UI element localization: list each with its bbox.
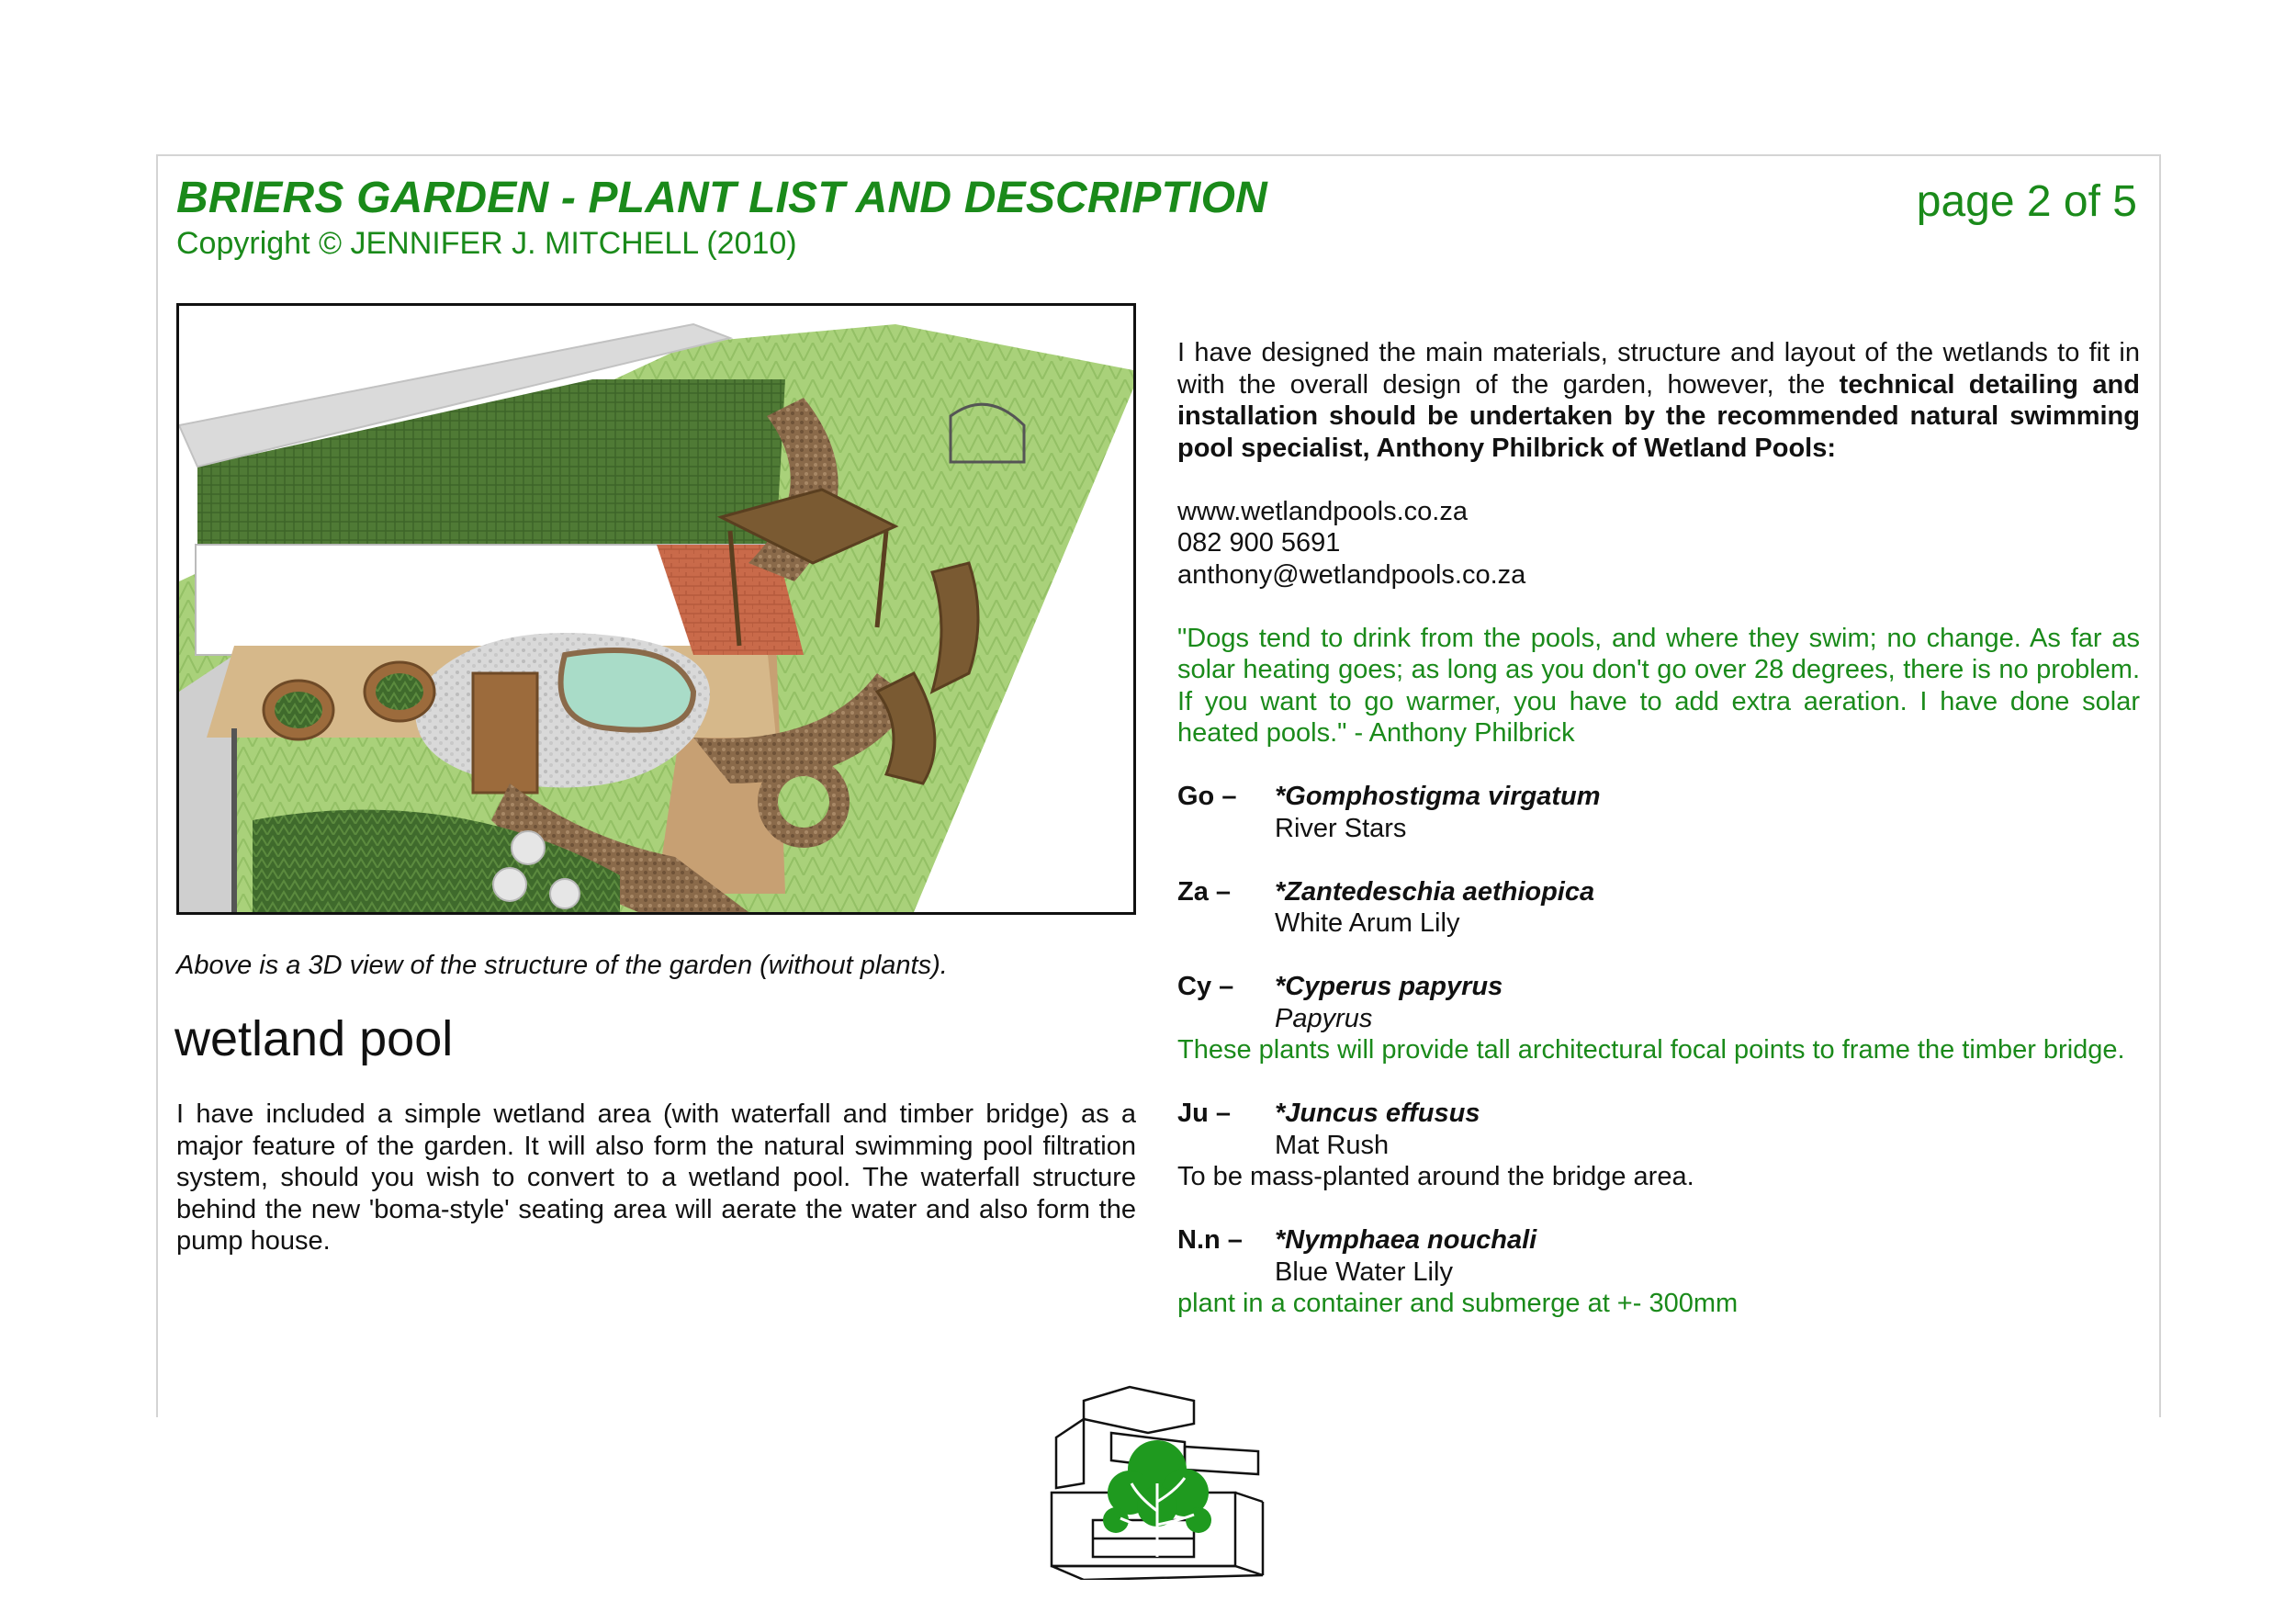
plant-entry-cy bbox=[1177, 971, 2140, 1066]
plant-code: Ju – bbox=[1177, 1099, 1232, 1128]
plant-note: These plants will provide tall architectural focal points to frame the timber bridge. bbox=[1177, 1035, 2125, 1065]
plant-common-name: Blue Water Lily bbox=[1275, 1257, 1453, 1287]
plant-code: Cy – bbox=[1177, 972, 1234, 1001]
plant-common-name: Mat Rush bbox=[1275, 1130, 1390, 1160]
figure-caption: Above is a 3D view of the structure of the garden (without plants). bbox=[176, 951, 948, 980]
plant-common-name: Papyrus bbox=[1275, 1003, 1373, 1033]
plant-entry-ju bbox=[1177, 1098, 2140, 1193]
wetland-description: I have included a simple wetland area (with waterfall and timber bridge) as a major feature of the garden. It will also form the natural swimming pool filtration system, should you wish to convert to a wetland pool. The waterfall structure behind the new 'boma-style' seating area will aerate the water and also form the pump house. bbox=[176, 1099, 1136, 1256]
plant-entry-go bbox=[1177, 781, 2140, 844]
document-title: BRIERS GARDEN - PLANT LIST AND DESCRIPTION bbox=[176, 174, 1267, 222]
plant-entry-za bbox=[1177, 876, 2140, 940]
plant-latin-name: *Nymphaea nouchali bbox=[1275, 1225, 1537, 1255]
plant-code: Go – bbox=[1177, 782, 1237, 811]
plant-latin-name: *Cyperus papyrus bbox=[1275, 972, 1503, 1001]
intro-emphasis: technical detailing and installation should be undertaken by the recommended natural swimming pool specialist, Anthony Philbrick of Wetland Pools: bbox=[1177, 369, 2140, 463]
page-number: page 2 of 5 bbox=[1916, 177, 2137, 226]
plant-common-name: River Stars bbox=[1275, 813, 1407, 843]
intro-text: I have designed the main materials, structure and layout of the wetlands to fit in with the overall design of the garden, however, the bbox=[1177, 338, 2140, 400]
plant-latin-name: *Zantedeschia aethiopica bbox=[1275, 876, 1595, 907]
plant-latin-name: *Gomphostigma virgatum bbox=[1275, 782, 1601, 811]
plant-common-name: White Arum Lily bbox=[1275, 908, 1460, 938]
plant-code: Za – bbox=[1177, 876, 1232, 907]
plant-note: To be mass-planted around the bridge area. bbox=[1177, 1162, 1694, 1191]
garden-3d-render bbox=[176, 303, 1136, 915]
page-frame-left bbox=[156, 154, 158, 1417]
plant-entry-nn bbox=[1177, 1224, 2140, 1320]
page-frame-top bbox=[156, 154, 2159, 156]
intro-paragraph bbox=[1177, 337, 2140, 464]
right-column bbox=[1177, 337, 2140, 1320]
contact-phone: 082 900 5691 bbox=[1177, 528, 1341, 558]
copyright-notice: Copyright © JENNIFER J. MITCHELL (2010) bbox=[176, 226, 797, 261]
contact-email[interactable]: anthony@wetlandpools.co.za bbox=[1177, 559, 1526, 590]
plant-latin-name: *Juncus effusus bbox=[1275, 1099, 1480, 1128]
specialist-quote: "Dogs tend to drink from the pools, and where they swim; no change. As far as solar heating goes; as long as you don't go over 28 degrees, there is no problem. If you want to go warmer, you have to add extra aeration. I have done solar heated pools." - Anthony Philbrick bbox=[1177, 623, 2140, 748]
designer-logo-icon bbox=[1047, 1382, 1267, 1580]
page-frame-right bbox=[2159, 154, 2161, 1417]
plant-code: N.n – bbox=[1177, 1225, 1243, 1255]
contact-website[interactable]: www.wetlandpools.co.za bbox=[1177, 496, 1468, 526]
section-heading: wetland pool bbox=[174, 1011, 454, 1066]
plant-note: plant in a container and submerge at +- 300mm bbox=[1177, 1289, 1739, 1318]
